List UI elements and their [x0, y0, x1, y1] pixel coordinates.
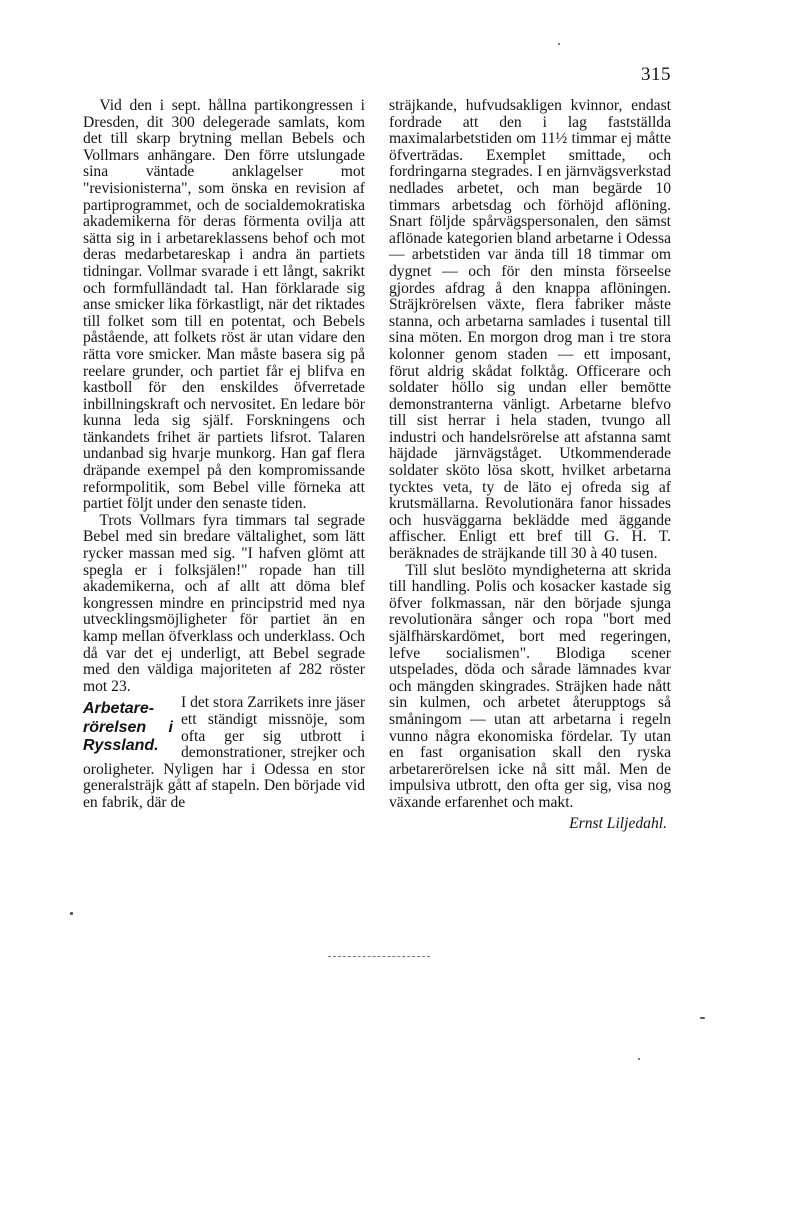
author-signature: Ernst Liljedahl.: [569, 814, 667, 832]
body-paragraph: I det stora Zarrikets inre jäser ett ständigt missnöje, som ofta ger sig utbrott i demonstrationer, strejker och oroligheter. Nyligen har i Odessa en stor generalsträjk gått af stapeln. Den började vid en fabrik, där de: [83, 694, 366, 811]
print-speck: [558, 43, 560, 45]
left-column: [83, 98, 365, 812]
print-speck: [638, 1058, 640, 1060]
section-heading: Arbetare-rörelsen i Ryssland.: [83, 700, 173, 755]
section-divider: [328, 956, 430, 957]
print-speck: [70, 912, 73, 915]
page-number: 315: [641, 64, 671, 85]
body-paragraph: Vid den i sept. hållna partikongressen i Dresden, dit 300 delegerade samlats, kom det till skarp brytning mellan Bebels och Vollmars anhängare. Den förre utslungade sina väntade anklagelser mot "revisionisterna", som önska en revision af partiprogrammet, och de socialdemokratiska akademikerna för deras förmenta ovilja att sätta sig in i arbetareklassens behof och mot deras medarbetareskap i andra än partiets tidningar. Vollmar svarade i ett långt, sakrikt och formfulländadt tal. Han förklarade sig anse smicker lika förkastligt, när det riktades till folket som till en potentat, och Bebels påstående, att folkets röst är utan vidare den rätta vore smicker. Man måste basera sig på reelare grunder, och partiet får ej blifva en kastboll för den enskildes öfverretade inbillningskraft och nervositet. En ledare bör kunna leda sig själf. Forskningens och tänkandets frihet är partiets lifsrot. Talaren undanbad sig hvarje munkorg. Han gaf flera dräpande exempel på den kompromissande reformpolitik, som Bebel ville förneka att partiet följt under den senaste tiden.: [83, 97, 365, 513]
body-paragraph: Trots Vollmars fyra timmars tal segrade Bebel med sin bredare vältalighet, som lätt rycker massan med sig. "I hafven glömt att spegla er i folksjälen!" ropade han till akademikerna, och af allt att döma blef kongressen mindre en principstrid med nya utvecklingsmöjligheter för partiet än en kamp mellan öfverklass och underklass. Och då var det ej underligt, att Bebel segrade med den väldiga majoriteten af 282 röster mot 23.: [83, 511, 365, 695]
body-paragraph: Till slut beslöto myndigheterna att skrida till handling. Polis och kosacker kastade sig öfver folkmassan, när den började sjunga revolutionära sånger och ropa "bort med själfhärskardömet, bort med regeringen, lefve socialismen". Blodiga scener utspelades, döda och sårade lämnades kvar och mängden skingrades. Sträjken hade nått sin kulmen, och arbetet återupptogs så småningom — utan att arbetarna i regeln vunno några ekonomiska fördelar. Ty utan en fast organisation skall den ryska arbetarerörelsen icke nå sitt mål. Men de impulsiva utbrott, den ofta ger sig, visa nog växande erfarenhet och makt.: [389, 561, 671, 811]
print-speck: [700, 1017, 705, 1019]
body-paragraph: sträjkande, hufvudsakligen kvinnor, endast fordrade att den i lag fastställda maximalarbetstiden om 11½ timmar ej måtte öfverträdas. Exemplet smittade, och fordringarna stegrades. I en järnvägsverkstad nedlades arbetet, och man begärde 10 timmars arbetsdag och förhöjd aflöning. Snart följde spårvägspersonalen, den sämst aflönade kategorien bland arbetarne i Odessa — arbetstiden var ända till 18 timmar om dygnet — och för den minsta förseelse gjordes afdrag å den knappa aflöningen. Sträjkrörelsen växte, flera fabriker måste stanna, och arbetarna samlades i tusental till sina möten. En morgon drog man i tre stora kolonner genom staden — ett imposant, förut aldrig skådat folktåg. Officerare och soldater höllo sig undan eller bemötte demonstranterna vänligt. Arbetarne blefvo till sist herrar i hela staden, tvungo all industri och handelsrörelse att afstanna samt häjdade järnvägståget. Utkommenderade soldater sköto lösa skott, hvilket arbetarna tycktes veta, ty de läto ej ofreda sig af krutsmällarna. Revolutionära fanor hissades och husväggarna beklädde med äggande affischer. Enligt ett bref till G. H. T. beräknades de sträjkande till 30 à 40 tusen.: [389, 97, 671, 563]
right-column: [389, 98, 671, 832]
